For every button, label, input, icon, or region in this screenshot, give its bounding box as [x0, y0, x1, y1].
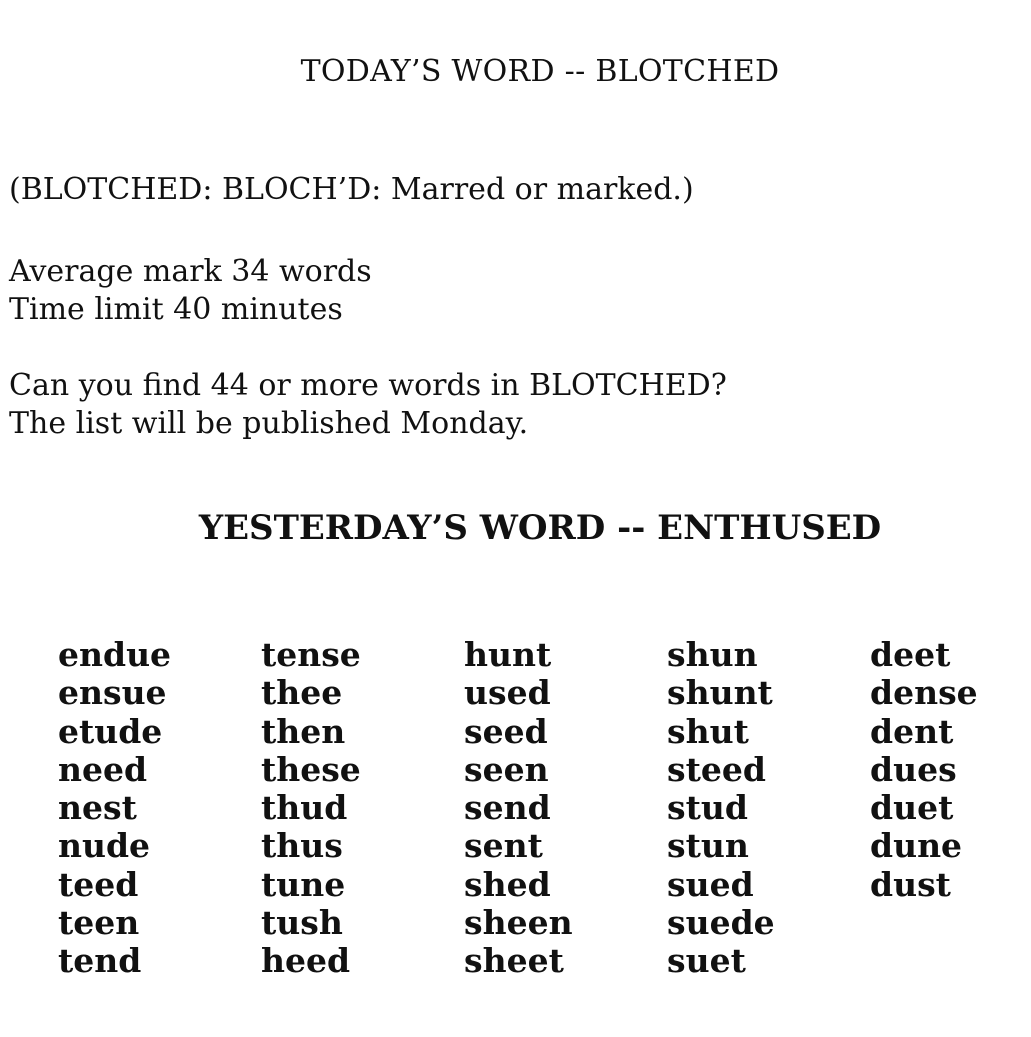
answer-word: shun — [667, 635, 758, 674]
answer-word: thud — [261, 788, 348, 828]
word-column-2 — [261, 636, 464, 981]
answer-word: used — [464, 673, 551, 713]
answer-word: ensue — [58, 673, 167, 713]
answer-word: stun — [667, 826, 749, 866]
answer-word: tush — [261, 903, 343, 943]
word-column-4 — [667, 636, 870, 981]
answer-word: endue — [58, 635, 172, 674]
answer-word: shunt — [667, 673, 773, 713]
answer-word: send — [464, 788, 551, 828]
answer-word-list — [58, 636, 1031, 981]
publish-note: The list will be published Monday. — [9, 406, 529, 441]
answer-word: suet — [667, 941, 746, 981]
word-column-5 — [870, 636, 1031, 981]
answer-word: tend — [58, 941, 142, 981]
challenge-question: Can you find 44 or more words in BLOTCHED? — [9, 368, 727, 403]
answer-word: shut — [667, 711, 749, 751]
answer-word: heed — [261, 941, 351, 981]
answer-word: seen — [464, 749, 549, 789]
puzzle-stats — [9, 253, 372, 329]
answer-word: steed — [667, 749, 766, 789]
challenge-text — [9, 367, 727, 443]
word-column-3 — [464, 636, 667, 981]
answer-word: then — [261, 711, 346, 751]
answer-word: dune — [870, 826, 963, 866]
answer-word: stud — [667, 788, 748, 828]
answer-word: sued — [667, 864, 754, 904]
answer-word: nude — [58, 826, 151, 866]
answer-word: shed — [464, 864, 551, 904]
answer-word: tune — [261, 864, 346, 904]
answer-word: seed — [464, 711, 548, 751]
answer-word: teed — [58, 864, 139, 904]
answer-word: dent — [870, 711, 954, 751]
word-column-1 — [58, 636, 261, 981]
answer-word: hunt — [464, 635, 552, 674]
answer-word: deet — [870, 635, 951, 674]
answer-word: sent — [464, 826, 543, 866]
answer-word: dues — [870, 749, 957, 789]
time-limit: Time limit 40 minutes — [9, 292, 343, 327]
word-definition: (BLOTCHED: BLOCH’D: Marred or marked.) — [9, 172, 694, 207]
answer-word: these — [261, 749, 361, 789]
answer-word: sheen — [464, 903, 573, 943]
answer-word: sheet — [464, 941, 564, 981]
todays-word-title: TODAY’S WORD -- BLOTCHED — [300, 54, 780, 89]
answer-word: dense — [870, 673, 978, 713]
answer-word: duet — [870, 788, 954, 828]
answer-word: tense — [261, 635, 361, 674]
yesterdays-word-title: YESTERDAY’S WORD -- ENTHUSED — [198, 508, 882, 548]
answer-word: etude — [58, 711, 163, 751]
answer-word: nest — [58, 788, 137, 828]
answer-word: dust — [870, 864, 951, 904]
answer-word: need — [58, 749, 148, 789]
average-mark: Average mark 34 words — [9, 254, 372, 289]
answer-word: thus — [261, 826, 343, 866]
answer-word: thee — [261, 673, 343, 713]
answer-word: suede — [667, 903, 775, 943]
answer-word: teen — [58, 903, 140, 943]
